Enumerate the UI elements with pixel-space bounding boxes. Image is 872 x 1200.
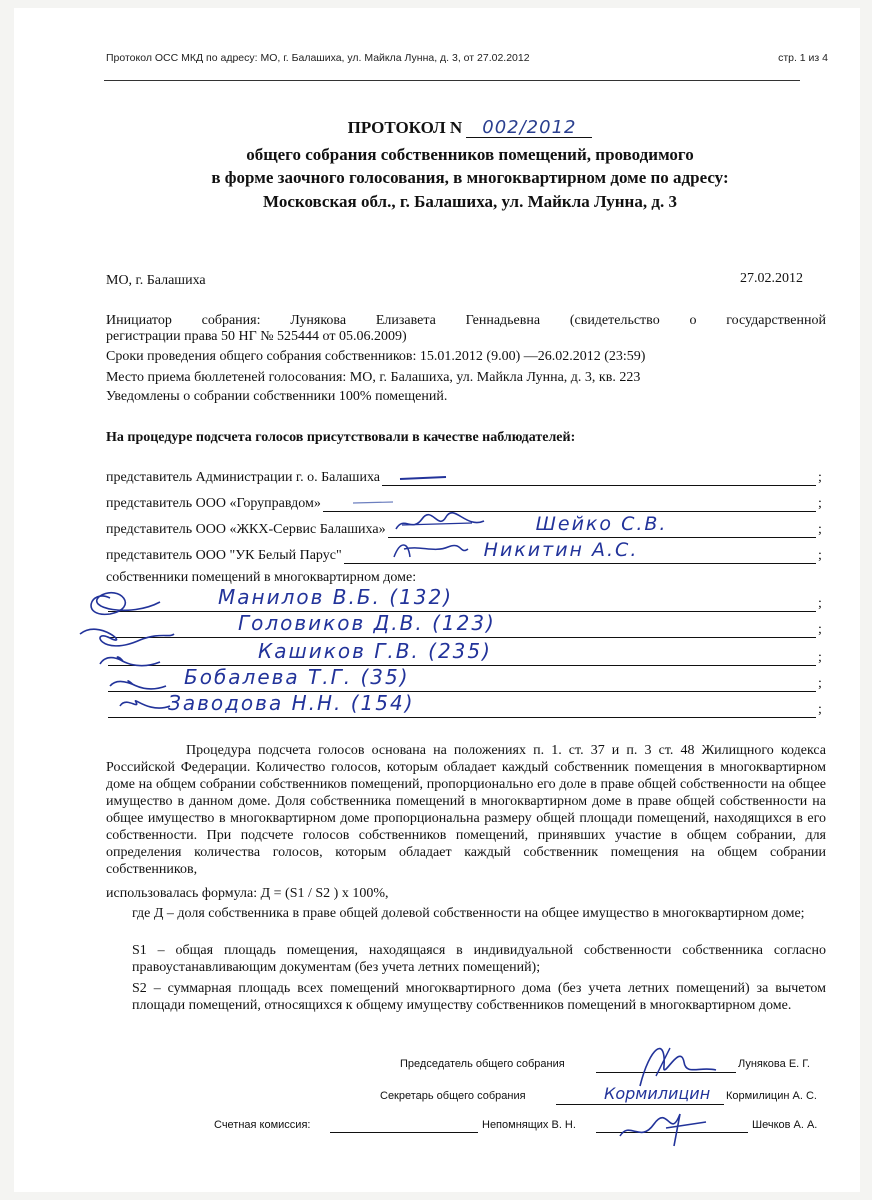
row-semicolon: ; [818,548,822,563]
owner-row [106,585,824,612]
row-semicolon: ; [818,650,822,665]
owner-line [108,585,816,612]
owner-handwritten-name: Головиков Д.В. (123) [238,611,496,635]
row-semicolon: ; [818,522,822,537]
observer-handwritten-name: Никитин А.С. [483,539,639,561]
row-semicolon: ; [818,470,822,485]
commission-member-2: Шечков А. А. [752,1119,818,1131]
owner-handwritten-name: Бобалева Т.Г. (35) [184,665,410,689]
procedure-paragraph: Процедура подсчета голосов основана на положениях п. 1. ст. 37 и п. 3 ст. 48 Жилищного кодекса Российской Федерации. Количество голосов, которым обладает каждый собственник помещения в многоквартирном доме на общем собрании собственников помещений, пропорционально его доле в праве общей собственности на общее имущество в данном доме. Доля собственника помещений в многоквартирном доме в праве общей собственности на общее имущество в многоквартирном доме пропорциональна размеру общей площади помещений, находящихся в его собственности. При подсчете голосов собственников помещений, принявших участие в общем собрании, для определения количества голосов, которым обладает каждый собственник помещения на общем собрании собственников, [106,743,826,877]
initiator-line-1: Инициатор собрания: Лунякова Елизавета Геннадьевна (свидетельство о государственной [106,313,826,328]
owner-handwritten-name: Манилов В.Б. (132) [218,585,454,609]
title-line-2: общего собрания собственников помещений, проводимого [246,145,694,164]
title-line-3: в форме заочного голосования, в многоквартирном доме по адресу: [211,168,729,187]
owner-row [106,639,824,666]
header-reference: Протокол ОСС МКД по адресу: МО, г. Балашиха, ул. Майкла Лунна, д. 3, от 27.02.2012 [106,52,530,64]
observer-label: представитель ООО "УК Белый Парус" [106,548,342,563]
owner-line [108,639,816,666]
owner-row [106,691,824,718]
commission-signature-line-1 [330,1132,478,1133]
document-date: 27.02.2012 [740,271,803,286]
protocol-number: 002/2012 [466,119,592,138]
protocol-title [100,118,840,138]
commission-label: Счетная комиссия: [214,1119,311,1131]
row-semicolon: ; [818,702,822,717]
title-address: Московская обл., г. Балашиха, ул. Майкла Лунна, д. 3 [263,192,677,211]
secretary-label: Секретарь общего собрания [380,1090,526,1102]
owner-handwritten-name: Заводова Н.Н. (154) [168,691,415,715]
observer-line [388,513,816,538]
owner-line [108,611,816,638]
observer-label: представитель Администрации г. о. Балашиха [106,470,380,485]
signature-scribble-icon [392,511,492,537]
owner-line [108,691,816,718]
dash-mark-icon [349,497,409,511]
chair-name: Лунякова Е. Г. [738,1058,810,1070]
observer-row [106,513,824,538]
row-semicolon: ; [818,496,822,511]
row-semicolon: ; [818,622,822,637]
observer-label: представитель ООО «Горуправдом» [106,496,321,511]
page-counter: стр. 1 из 4 [778,52,828,64]
notification: Уведомлены о собрании собственники 100% помещений. [106,389,448,404]
place: МО, г. Балашиха [106,273,206,288]
owners-label: собственники помещений в многоквартирном доме: [106,570,417,585]
owner-line [108,665,816,692]
signature-scribble-icon [390,539,470,563]
definition-d: где Д – доля собственника в праве общей долевой собственности на общее имущество в многоквартирном доме; [132,906,805,921]
meeting-dates: Сроки проведения общего собрания собственников: 15.01.2012 (9.00) —26.02.2012 (23:59) [106,349,646,364]
formula: использовалась формула: Д = (S1 / S2 ) х 100%, [106,886,389,901]
commission-member-1: Непомнящих В. Н. [482,1119,576,1131]
observers-heading: На процедуре подсчета голосов присутствовали в качестве наблюдателей: [106,430,576,445]
title-prefix: ПРОТОКОЛ N [347,118,463,137]
definition-s2: S2 – суммарная площадь всех помещений многоквартирного дома (без учета летних помещений) за вычетом площади помещений, относящихся к общему имуществу собственников помещений в многоквартирном доме. [132,981,826,1013]
commission-signature-icon [610,1100,720,1150]
chair-label: Председатель общего собрания [400,1058,565,1070]
observer-row [106,539,824,564]
observer-row [106,468,824,486]
initiator-line-2: регистрации права 50 НГ № 525444 от 05.06.2009) [106,329,407,344]
definition-s1: S1 – общая площадь помещения, находящаяся в индивидуальной собственности собственника согласно правоустанавливающим документам (без учета летних помещений); [132,943,826,975]
observer-handwritten-name: Шейко С.В. [535,513,668,535]
row-semicolon: ; [818,676,822,691]
ballot-place: Место приема бюллетеней голосования: МО, г. Балашиха, ул. Майкла Лунна, д. 3, кв. 223 [106,370,641,385]
observer-line [344,539,816,564]
dash-mark-icon [396,471,456,485]
owner-signatures-scribble-icon [70,578,180,718]
secretary-handwritten-signature: Кормилицин [604,1084,711,1103]
observer-label: представитель ООО «ЖКХ-Сервис Балашиха» [106,522,386,537]
owner-row [106,665,824,692]
observer-line [382,471,816,486]
owner-row [106,611,824,638]
observer-row [106,494,824,512]
row-semicolon: ; [818,596,822,611]
header-rule [104,80,800,81]
owner-handwritten-name: Кашиков Г.В. (235) [258,639,492,663]
secretary-name: Кормилицин А. С. [726,1090,817,1102]
observer-line [323,497,816,512]
